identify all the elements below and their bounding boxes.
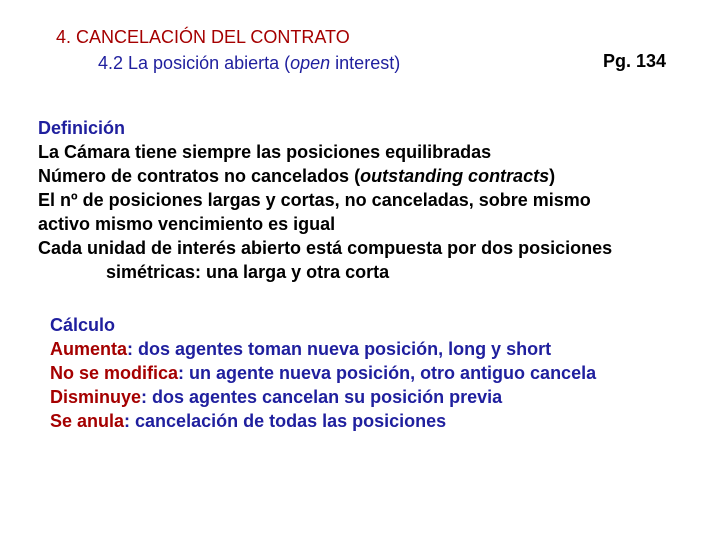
slide-subtitle	[98, 52, 400, 74]
calculo-text-no-se-modifica: : un agente nueva posición, otro antiguo cancela	[178, 363, 597, 383]
definition-line-2	[38, 164, 612, 188]
calculo-item-aumenta	[50, 337, 596, 361]
definition-line-2-before: Número de contratos no cancelados (	[38, 166, 361, 186]
calculo-section	[50, 313, 596, 433]
definition-line-6: simétricas: una larga y otra corta	[106, 262, 390, 282]
subtitle-text-italic: open	[290, 53, 331, 73]
subtitle-text-after: interest)	[330, 53, 401, 73]
definition-line-4: activo mismo vencimiento es igual	[38, 214, 336, 234]
slide-title	[56, 26, 350, 48]
subtitle-text-before: 4.2 La posición abierta (	[98, 53, 291, 73]
calculo-item-disminuye	[50, 385, 596, 409]
definition-line-1: La Cámara tiene siempre las posiciones equilibradas	[38, 142, 492, 162]
definition-section	[38, 116, 612, 284]
definition-line-3: El nº de posiciones largas y cortas, no canceladas, sobre mismo	[38, 190, 591, 210]
calculo-item-se-anula	[50, 409, 596, 433]
definition-line-2-after: )	[549, 166, 556, 186]
definition-line-5: Cada unidad de interés abierto está compuesta por dos posiciones	[38, 238, 613, 258]
slide-title-text: 4. CANCELACIÓN DEL CONTRATO	[56, 27, 350, 47]
definition-line-2-italic: outstanding contracts	[360, 166, 550, 186]
calculo-term-se-anula: Se anula	[50, 411, 125, 431]
definition-heading: Definición	[38, 118, 126, 138]
calculo-text-disminuye: : dos agentes cancelan su posición previa	[141, 387, 503, 407]
calculo-text-aumenta: : dos agentes toman nueva posición, long y short	[127, 339, 552, 359]
page-reference: Pg. 134	[603, 51, 667, 71]
calculo-text-se-anula: : cancelación de todas las posiciones	[124, 411, 447, 431]
calculo-term-aumenta: Aumenta	[50, 339, 128, 359]
calculo-item-no-se-modifica	[50, 361, 596, 385]
calculo-term-disminuye: Disminuye	[50, 387, 142, 407]
calculo-heading: Cálculo	[50, 315, 116, 335]
calculo-term-no-se-modifica: No se modifica	[50, 363, 179, 383]
